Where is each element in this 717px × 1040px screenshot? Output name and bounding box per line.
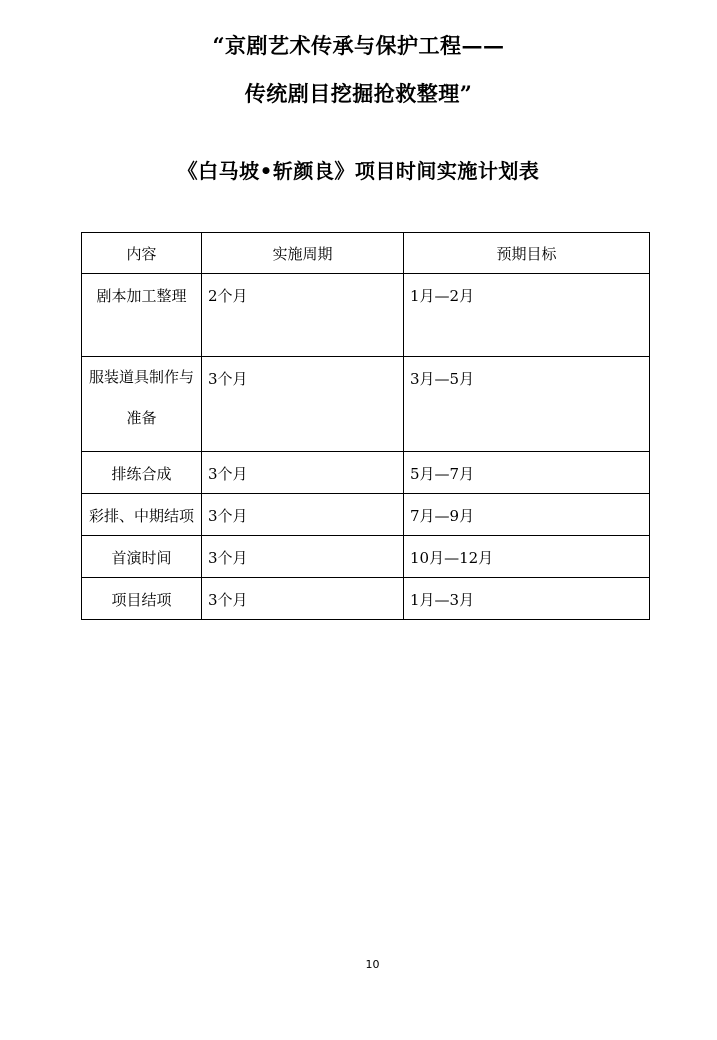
cell-period: 3个月: [202, 357, 404, 452]
table-title: 《白马坡•斩颜良》项目时间实施计划表: [177, 159, 540, 183]
cell-goal: 10月—12月: [404, 536, 650, 578]
cell-goal: 3月—5月: [404, 357, 650, 452]
cell-content: 排练合成: [82, 452, 202, 494]
header-period: 实施周期: [202, 233, 404, 274]
cell-content: 项目结项: [82, 578, 202, 620]
document-title-line-1: “京剧艺术传承与保护工程——: [212, 33, 505, 58]
table-row: [82, 452, 650, 494]
cell-period: 3个月: [202, 452, 404, 494]
cell-content: 首演时间: [82, 536, 202, 578]
cell-period: 2个月: [202, 274, 404, 357]
cell-content: 服装道具制作与准备: [82, 357, 202, 452]
cell-period: 3个月: [202, 536, 404, 578]
cell-goal: 5月—7月: [404, 452, 650, 494]
header-content: 内容: [82, 233, 202, 274]
cell-period: 3个月: [202, 578, 404, 620]
table-row: [82, 357, 650, 452]
cell-content: 彩排、中期结项: [82, 494, 202, 536]
table-row: [82, 494, 650, 536]
table-row: [82, 274, 650, 357]
header-goal: 预期目标: [404, 233, 650, 274]
page-number: 10: [365, 958, 380, 971]
schedule-table: [81, 232, 650, 620]
cell-period: 3个月: [202, 494, 404, 536]
cell-goal: 1月—3月: [404, 578, 650, 620]
table-row: [82, 536, 650, 578]
table-header-row: [82, 233, 650, 274]
cell-content: 剧本加工整理: [82, 274, 202, 357]
document-title-line-2: 传统剧目挖掘抢救整理”: [244, 81, 473, 106]
cell-goal: 1月—2月: [404, 274, 650, 357]
cell-goal: 7月—9月: [404, 494, 650, 536]
table-row: [82, 578, 650, 620]
